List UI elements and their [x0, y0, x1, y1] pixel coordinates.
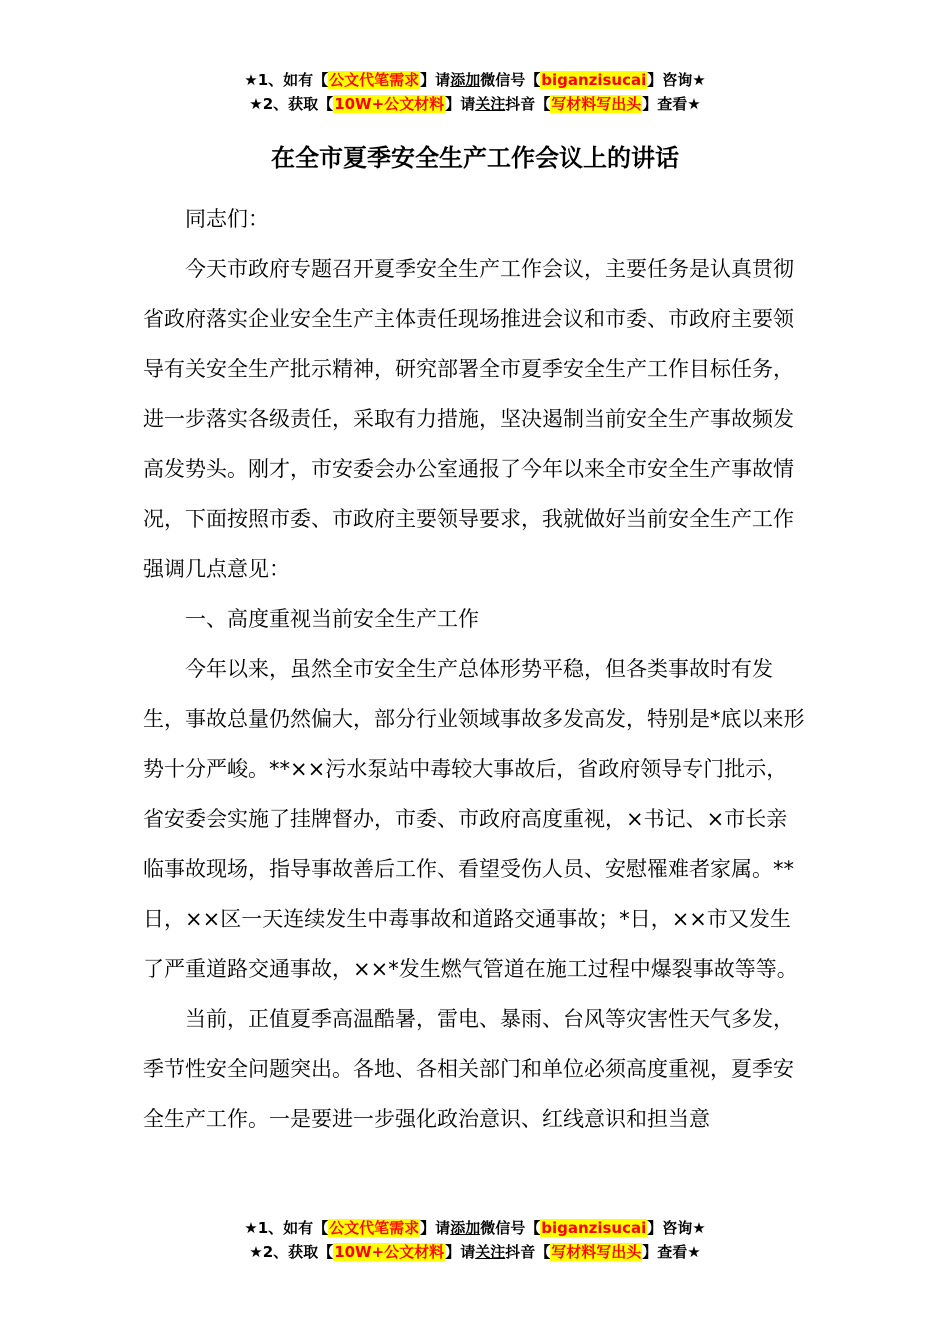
ad-text: 微信号【	[480, 1219, 541, 1237]
ad-underlined: 添加	[450, 1219, 481, 1237]
footer-ad-line-2	[0, 1240, 950, 1264]
ad-text: 】咨询★	[647, 71, 706, 89]
ad-highlight-douyin: 写材料写出头	[551, 95, 642, 113]
body-paragraph: 今天市政府专题召开夏季安全生产工作会议，主要任务是认真贯彻省政府落实企业安全生产主体责任现场推进会议和市委、市政府主要领导有关安全生产批示精神，研究部署全市夏季安全生产工作目标任务，进一步落实各级责任，采取有力措施，坚决遏制当前安全生产事故频发高发势头。刚才，市安委会办公室通报了今年以来全市安全生产事故情况，下面按照市委、市政府主要领导要求，我就做好当前安全生产工作强调几点意见：	[143, 257, 794, 581]
ad-highlight-douyin: 写材料写出头	[551, 1243, 642, 1261]
header-ad	[0, 68, 950, 116]
footer-ad	[0, 1216, 950, 1264]
footer-ad-line-1	[0, 1216, 950, 1240]
ad-underlined: 添加	[450, 71, 481, 89]
ad-text: 抖音【	[505, 1243, 551, 1261]
header-ad-line-2	[0, 92, 950, 116]
ad-highlight: 10W+公文材料	[334, 1243, 445, 1261]
salutation: 同志们：	[185, 207, 269, 231]
section-heading: 一、高度重视当前安全生产工作	[185, 607, 479, 631]
ad-text: 抖音【	[505, 95, 551, 113]
ad-text: 】请	[420, 1219, 451, 1237]
ad-highlight: 公文代笔需求	[329, 1219, 420, 1237]
ad-text: ★1、如有【	[244, 1219, 329, 1237]
ad-text: 】咨询★	[647, 1219, 706, 1237]
document-title: 在全市夏季安全生产工作会议上的讲话	[271, 144, 679, 172]
ad-text: 】查看★	[642, 1243, 701, 1261]
ad-underlined: 关注	[475, 1243, 506, 1261]
header-ad-line-1	[0, 68, 950, 92]
ad-text: ★2、获取【	[249, 95, 334, 113]
ad-underlined: 关注	[475, 95, 506, 113]
document-body	[143, 194, 808, 1144]
body-paragraph: 今年以来，虽然全市安全生产总体形势平稳，但各类事故时有发生，事故总量仍然偏大，部分行业领域事故多发高发，特别是*底以来形势十分严峻。**××污水泵站中毒较大事故后，省政府领导专门批示，省安委会实施了挂牌督办，市委、市政府高度重视，×书记、×市长亲临事故现场，指导事故善后工作、看望受伤人员、安慰罹难者家属。**日，××区一天连续发生中毒事故和道路交通事故；*日，××市又发生了严重道路交通事故，××*发生燃气管道在施工过程中爆裂事故等等。	[143, 657, 805, 981]
ad-highlight-wechat: biganzisucai	[541, 1219, 647, 1237]
ad-text: 】请	[445, 1243, 476, 1261]
ad-text: 微信号【	[480, 71, 541, 89]
ad-highlight: 10W+公文材料	[334, 95, 445, 113]
ad-highlight: 公文代笔需求	[329, 71, 420, 89]
ad-text: 】请	[420, 71, 451, 89]
ad-highlight-wechat: biganzisucai	[541, 71, 647, 89]
body-paragraph: 当前，正值夏季高温酷暑，雷电、暴雨、台风等灾害性天气多发，季节性安全问题突出。各地、各相关部门和单位必须高度重视，夏季安全生产工作。一是要进一步强化政治意识、红线意识和担当意	[143, 1007, 794, 1131]
ad-text: ★2、获取【	[249, 1243, 334, 1261]
ad-text: ★1、如有【	[244, 71, 329, 89]
ad-text: 】查看★	[642, 95, 701, 113]
ad-text: 】请	[445, 95, 476, 113]
